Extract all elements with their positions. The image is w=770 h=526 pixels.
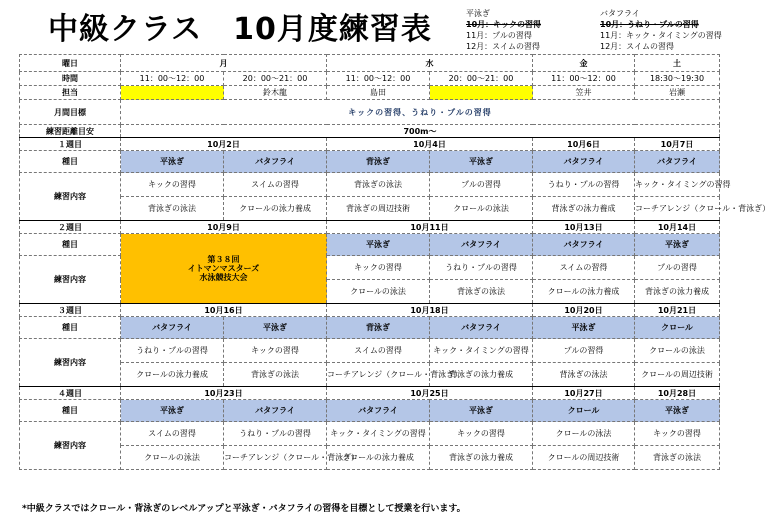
content-cell: プルの習得 [533,339,635,363]
monthly-goal: キックの習得、うねり・プルの習得 [121,100,720,125]
content-cell: 背泳ぎの泳法 [635,446,720,470]
content-cell: うねり・プルの習得 [430,256,533,280]
label-stroke: 種目 [20,234,121,256]
stroke-cell: バタフライ [430,234,533,256]
content-cell: キック・タイミングの習得 [327,422,430,446]
day-friday: 金 [533,55,635,72]
content-cell: クロールの泳力養成 [224,197,327,221]
label-day: 曜日 [20,55,121,72]
day-monday: 月 [121,55,327,72]
content-cell: うねり・プルの習得 [121,339,224,363]
content-cell: スイムの習得 [533,256,635,280]
content-cell: クロールの泳法 [430,197,533,221]
stroke-cell: バタフライ [635,151,720,173]
label-stroke: 種目 [20,317,121,339]
event-banner: 第３８回 イトマンマスターズ 水泳競技大会 [121,234,327,304]
content-cell: スイムの習得 [121,422,224,446]
content-cell: キック・タイミングの習得 [430,339,533,363]
time-cell: 18:30～19:30 [635,72,720,86]
content-cell: スイムの習得 [327,339,430,363]
content-cell: クロールの泳力養成 [121,363,224,387]
content-cell: クロールの周辺技術 [635,363,720,387]
content-cell: 背泳ぎの泳力養成 [635,280,720,304]
content-cell: クロールの泳力養成 [327,446,430,470]
day-wednesday: 水 [327,55,533,72]
date-cell: 10月23日 [121,387,327,400]
content-cell: キック・タイミングの習得 [635,173,720,197]
coach-cell: 島田 [327,86,430,100]
date-cell: 10月28日 [635,387,720,400]
content-cell: クロールの泳法 [635,339,720,363]
coach-cell [121,86,224,100]
content-cell: 背泳ぎの泳法 [533,363,635,387]
label-distance: 練習距離目安 [20,125,121,138]
notes-heading: バタフライ [600,9,640,18]
content-cell: 背泳ぎの周辺技術 [327,197,430,221]
time-cell: 20：00～21：00 [430,72,533,86]
content-cell: キックの習得 [635,422,720,446]
content-cell: 背泳ぎの泳法 [327,173,430,197]
label-content: 練習内容 [20,422,121,470]
stroke-cell: バタフライ [224,400,327,422]
content-cell: 背泳ぎの泳法 [224,363,327,387]
label-stroke: 種目 [20,151,121,173]
coach-cell: 岩瀬 [635,86,720,100]
date-cell: 10月18日 [327,304,533,317]
stroke-cell: 平泳ぎ [430,400,533,422]
stroke-cell: バタフライ [327,400,430,422]
distance-target: 700m～ [121,125,720,138]
content-cell: 背泳ぎの泳力養成 [430,363,533,387]
notes-line: 10月：うねり・プルの習得 [600,20,699,29]
week-label: ４週目 [20,387,121,400]
coach-cell: 笠井 [533,86,635,100]
footer-note: *中級クラスではクロール・背泳ぎのレベルアップと平泳ぎ・バタフライの習得を目標として授業を行います。 [22,504,466,514]
date-cell: 10月16日 [121,304,327,317]
notes-line: 12月：スイムの習得 [466,42,541,51]
label-goal: 月間目標 [20,100,121,125]
stroke-cell: 平泳ぎ [635,400,720,422]
notes-breaststroke [466,8,541,52]
date-cell: 10月13日 [533,221,635,234]
stroke-cell: 背泳ぎ [327,317,430,339]
time-cell: 20：00～21：00 [224,72,327,86]
schedule-table [19,54,770,470]
content-cell: キックの習得 [430,422,533,446]
content-cell: スイムの習得 [224,173,327,197]
content-cell: うねり・プルの習得 [533,173,635,197]
date-cell: 10月9日 [121,221,327,234]
content-cell: キックの習得 [224,339,327,363]
stroke-cell: 平泳ぎ [121,400,224,422]
week-label: ２週目 [20,221,121,234]
week-label: １週目 [20,138,121,151]
date-cell: 10月27日 [533,387,635,400]
content-cell: 背泳ぎの泳法 [121,197,224,221]
content-cell: 背泳ぎの泳法 [430,280,533,304]
stroke-cell: 平泳ぎ [533,317,635,339]
stroke-cell: クロール [533,400,635,422]
stroke-cell: 平泳ぎ [327,234,430,256]
content-cell: コーチアレンジ（クロール・背泳ぎ） [224,446,327,470]
notes-line: 12月：スイムの習得 [600,42,675,51]
stroke-cell: 平泳ぎ [224,317,327,339]
date-cell: 10月7日 [635,138,720,151]
page-title: 中級クラス 10月度練習表 [48,12,432,47]
stroke-cell: クロール [635,317,720,339]
stroke-cell: 平泳ぎ [121,151,224,173]
label-content: 練習内容 [20,256,121,304]
label-content: 練習内容 [20,339,121,387]
content-cell: 背泳ぎの泳力養成 [430,446,533,470]
content-cell: キックの習得 [121,173,224,197]
content-cell: うねり・プルの習得 [224,422,327,446]
notes-line: 11月：キック・タイミングの習得 [600,31,722,40]
date-cell: 10月2日 [121,138,327,151]
stroke-cell: バタフライ [224,151,327,173]
content-cell: クロールの泳法 [121,446,224,470]
notes-line: 10月：キックの習得 [466,20,541,29]
notes-butterfly [600,8,722,52]
date-cell: 10月21日 [635,304,720,317]
content-cell: プルの習得 [635,256,720,280]
notes-heading: 平泳ぎ [466,9,490,18]
stroke-cell: 平泳ぎ [430,151,533,173]
content-cell: コーチアレンジ（クロール・背泳ぎ） [635,197,720,221]
time-cell: 11：00～12：00 [533,72,635,86]
content-cell: クロールの泳力養成 [533,280,635,304]
stroke-cell: バタフライ [121,317,224,339]
stroke-cell: バタフライ [533,151,635,173]
notes-line: 11月：プルの習得 [466,31,532,40]
content-cell: コーチアレンジ（クロール・背泳ぎ） [327,363,430,387]
date-cell: 10月6日 [533,138,635,151]
coach-cell: 鈴木龍 [224,86,327,100]
stroke-cell: 平泳ぎ [635,234,720,256]
time-cell: 11：00～12：00 [327,72,430,86]
time-cell: 11：00～12：00 [121,72,224,86]
stroke-cell: 背泳ぎ [327,151,430,173]
day-saturday: 土 [635,55,720,72]
date-cell: 10月20日 [533,304,635,317]
content-cell: クロールの泳法 [533,422,635,446]
content-cell: 背泳ぎの泳力養成 [533,197,635,221]
stroke-cell: バタフライ [533,234,635,256]
stroke-cell: バタフライ [430,317,533,339]
content-cell: プルの習得 [430,173,533,197]
date-cell: 10月4日 [327,138,533,151]
content-cell: キックの習得 [327,256,430,280]
week-label: ３週目 [20,304,121,317]
label-time: 時間 [20,72,121,86]
date-cell: 10月11日 [327,221,533,234]
label-coach: 担当 [20,86,121,100]
content-cell: クロールの泳法 [327,280,430,304]
content-cell: クロールの周辺技術 [533,446,635,470]
label-stroke: 種目 [20,400,121,422]
coach-cell [430,86,533,100]
date-cell: 10月14日 [635,221,720,234]
label-content: 練習内容 [20,173,121,221]
date-cell: 10月25日 [327,387,533,400]
